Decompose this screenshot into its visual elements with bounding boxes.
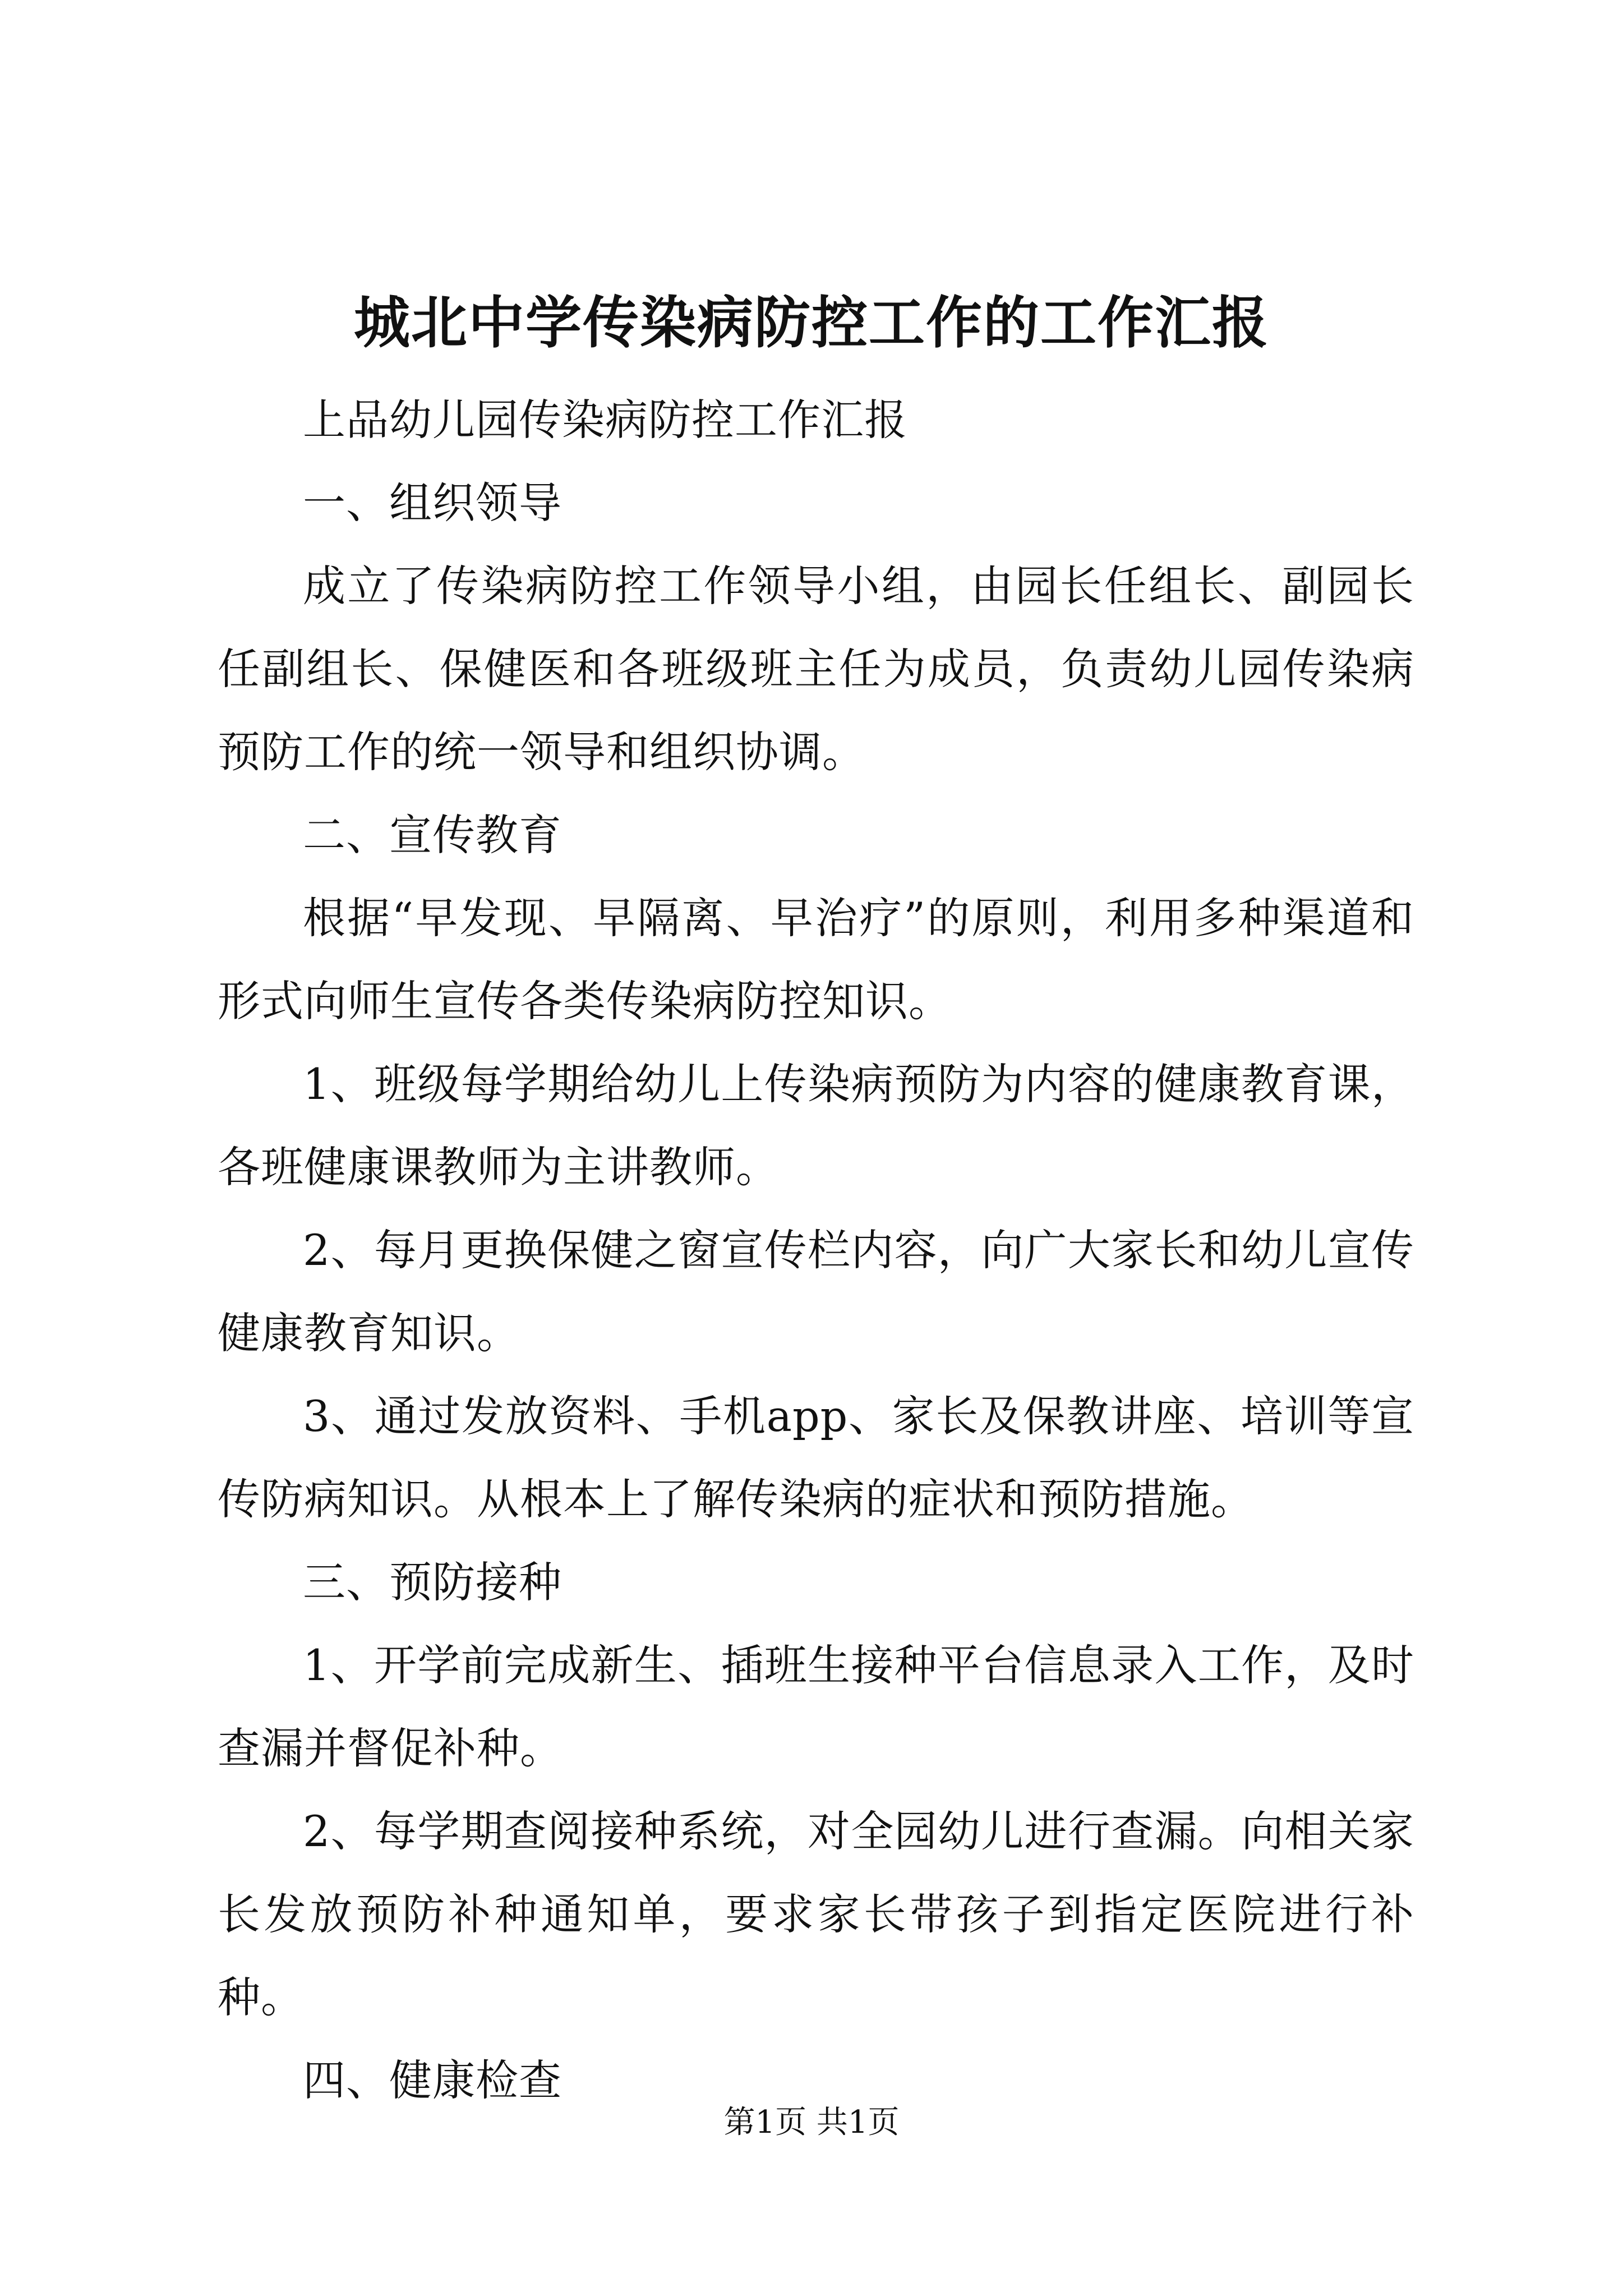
list-item: 2、每月更换保健之窗宣传栏内容，向广大家长和幼儿宣传健康教育知识。 (218, 1225, 1414, 1358)
paragraph: 根据“早发现、早隔离、早治疗”的原则，利用多种渠道和形式向师生宣传各类传染病防控知识。 (218, 893, 1414, 1026)
document-body (218, 379, 1414, 2122)
list-item: 2、每学期查阅接种系统，对全园幼儿进行查漏。向相关家长发放预防补种通知单，要求家长带孩子到指定医院进行补种。 (218, 1806, 1414, 2022)
paragraph-subtitle: 上品幼儿园传染病防控工作汇报 (303, 395, 907, 445)
section-heading: 四、健康检查 (303, 2055, 562, 2105)
section-heading: 三、预防接种 (303, 1557, 562, 1607)
section-heading: 二、宣传教育 (303, 810, 562, 860)
paragraph: 成立了传染病防控工作领导小组，由园长任组长、副园长任副组长、保健医和各班级班主任为成员，负责幼儿园传染病预防工作的统一领导和组织协调。 (218, 561, 1414, 777)
page-footer: 第1页 共1页 (723, 2104, 900, 2141)
section-heading: 一、组织领导 (303, 478, 562, 528)
list-item: 3、通过发放资料、手机app、家长及保教讲座、培训等宣传防病知识。从根本上了解传染病的症状和预防措施。 (218, 1391, 1414, 1524)
list-item: 1、开学前完成新生、插班生接种平台信息录入工作，及时查漏并督促补种。 (218, 1640, 1414, 1773)
document-title: 城北中学传染病防控工作的工作汇报 (354, 289, 1269, 356)
list-item: 1、班级每学期给幼儿上传染病预防为内容的健康教育课，各班健康课教师为主讲教师。 (218, 1059, 1414, 1192)
